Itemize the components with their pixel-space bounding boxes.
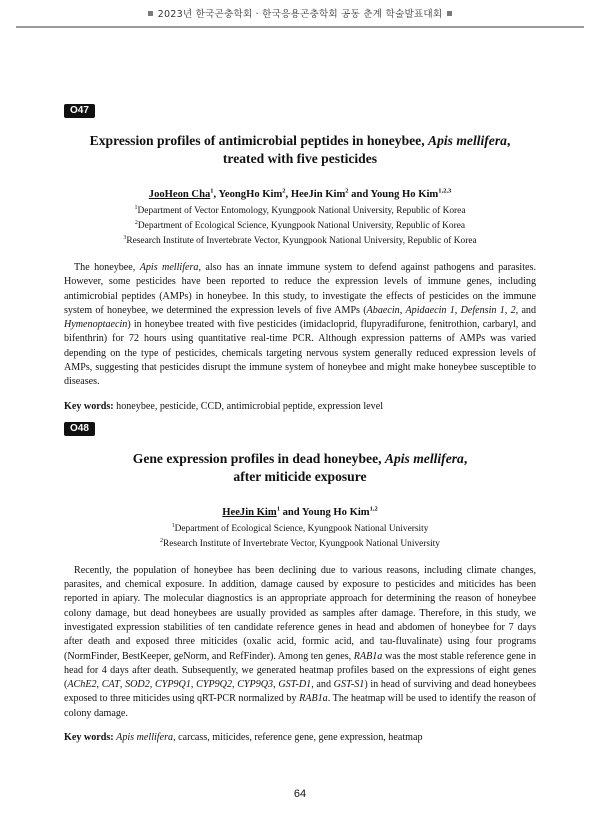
author — [149, 189, 219, 200]
affiliation-mark: 1 — [134, 204, 138, 211]
header-square-left — [148, 11, 153, 16]
page-number: 64 — [293, 788, 307, 800]
author-list — [64, 502, 536, 519]
abstract-o47 — [64, 100, 536, 413]
italic-term: GST-D1 — [278, 679, 312, 691]
author-affiliation-mark: 1,2,3 — [438, 187, 452, 194]
text-run: The honeybee, — [74, 261, 140, 273]
title-species: Apis mellifera — [384, 451, 464, 466]
text-run: . The heatmap will be used to identify the reason of colony damage. — [64, 693, 536, 719]
title-text: , — [506, 133, 511, 148]
italic-term: AChE2 — [67, 679, 97, 691]
author — [371, 189, 452, 200]
abstract-number-badge: O48 — [64, 422, 95, 436]
text-run: , — [190, 679, 197, 691]
author-affiliation-mark: 1 — [276, 505, 280, 512]
keywords-text — [114, 401, 383, 412]
affiliation-text: Research Institute of Invertebrate Vector, Kyungpook National University — [163, 538, 440, 549]
abstract-body — [64, 564, 536, 721]
keywords-label: Key words: — [64, 732, 114, 744]
author-separator: , — [213, 188, 219, 200]
text-run: , — [149, 679, 155, 691]
abstract-title — [64, 450, 536, 486]
italic-term: RAB1a — [353, 650, 383, 662]
header-title: 2023년 한국곤충학회 · 한국응용곤충학회 공동 춘계 학술발표대회 — [157, 9, 443, 20]
author-separator: , — [285, 188, 291, 200]
abstract-body — [64, 261, 536, 390]
title-species: Apis mellifera — [428, 133, 507, 148]
text-run: , carcass, miticides, reference gene, gene expression, heatmap — [173, 732, 423, 744]
author-affiliation-mark: 1 — [210, 187, 214, 194]
title-text: treated with five pesticides — [222, 151, 378, 166]
affiliation-text: Department of Ecological Science, Kyungpook National University, Republic of Korea — [137, 220, 466, 231]
author-name: JooHeon Cha — [148, 188, 211, 200]
italic-term: Apis mellifera — [116, 732, 174, 744]
italic-term: Apidaecin 1 — [405, 304, 455, 316]
author-name: HeeJin Kim — [290, 188, 346, 200]
text-run: ) in honeybee treated with five pesticides (imidacloprid, flupyradifurone, fenitrothion, carbaryl, and bifenthrin) for 72 hours using quantitative real-time PCR. Although expression patterns of AMPs was varied depending on the type of pesticides, chemicals targeting nervous system generally reduced expression levels of AMPs, suggesting that pesticides disrupt the immune system of honeybee and might make honeybee susceptible to diseases. — [64, 319, 536, 388]
header-square-right — [447, 11, 452, 16]
author-name: Young Ho Kim — [301, 506, 370, 518]
affiliation-list — [64, 202, 536, 247]
keywords-text — [114, 732, 423, 743]
author-affiliation-mark: 2 — [282, 187, 286, 194]
affiliation — [64, 520, 536, 535]
author-name: HeeJin Kim — [222, 506, 277, 518]
author-affiliation-mark: 2 — [345, 187, 349, 194]
affiliation — [64, 535, 536, 550]
text-run: , — [119, 679, 126, 691]
italic-term: RAB1a — [299, 693, 328, 705]
text-run: was the most stable reference gene in head for 4 days after death. Subsequently, we generated heatmap profiles based on the expressions of eight genes ( — [64, 650, 536, 691]
text-run: honeybee, pesticide, CCD, antimicrobial peptide, expression level — [113, 400, 383, 412]
affiliation-text: Research Institute of Invertebrate Vector, Kyungpook National University, Republic of Korea — [126, 235, 477, 246]
affiliation-list — [64, 520, 536, 550]
text-run: , — [454, 304, 461, 316]
text-run: , — [232, 679, 238, 691]
title-text: Expression profiles of antimicrobial peptides in honeybee, — [89, 133, 429, 148]
title-text: after miticide exposure — [233, 469, 367, 484]
italic-term: Defensin 1 — [460, 304, 505, 316]
text-run: , and — [515, 304, 537, 316]
italic-term: 2 — [510, 304, 516, 316]
affiliation-text: Department of Ecological Science, Kyungpook National University — [174, 523, 429, 534]
italic-term: CYP9Q1 — [154, 679, 191, 691]
author — [218, 189, 290, 200]
affiliation — [64, 217, 536, 232]
author — [302, 507, 378, 518]
author — [222, 507, 302, 518]
affiliation-mark: 3 — [123, 234, 127, 241]
affiliation — [64, 202, 536, 217]
affiliation — [64, 232, 536, 247]
text-run: ) in head of surviving and dead honeybees exposed to three miticides using qRT-PCR normalized by — [64, 679, 537, 705]
author-name: YeongHo Kim — [218, 188, 283, 200]
italic-term: CAT — [101, 679, 120, 691]
italic-term: Hymenoptaecin — [64, 319, 128, 331]
keywords — [64, 731, 536, 744]
author — [291, 189, 371, 200]
title-text: Gene expression profiles in dead honeybee, — [132, 451, 385, 466]
title-text: , — [463, 451, 468, 466]
abstract-number-badge: O47 — [64, 104, 95, 118]
author-separator: and — [348, 188, 371, 200]
author-list — [64, 184, 536, 201]
abstract-title — [64, 132, 536, 168]
affiliation-mark: 2 — [134, 219, 138, 226]
author-separator: and — [279, 506, 302, 518]
keywords-label: Key words: — [64, 400, 114, 412]
affiliation-mark: 1 — [171, 522, 175, 529]
text-run: , — [96, 679, 102, 691]
text-run: , and — [311, 679, 334, 691]
text-run: , also has an innate immune system to defend against pathogens and parasites. However, some pesticides have been reported to reduce the expression levels of immune genes, including antimicrobial peptides (AMPs) in honeybee. In this study, to investigate the effects of pesticides on the immune system of honeybee, we determined the expression levels of five AMPs ( — [64, 261, 536, 316]
text-run: , — [273, 679, 279, 691]
italic-term: SOD2 — [125, 679, 150, 691]
italic-term: Apis mellifera — [139, 261, 199, 273]
abstract-o48 — [64, 418, 536, 744]
italic-term: Abaecin — [366, 304, 400, 316]
italic-term: CYP9Q3 — [237, 679, 274, 691]
keywords — [64, 400, 536, 413]
italic-term: CYP9Q2 — [196, 679, 232, 691]
text-run: , — [399, 304, 406, 316]
text-run: , — [504, 304, 511, 316]
affiliation-text: Department of Vector Entomology, Kyungpook National University, Republic of Korea — [137, 205, 466, 216]
text-run: Recently, the population of honeybee has been declining due to various reasons, including climate changes, parasites, and chemical exposure. In addition, damage caused by exposure to pesticides and miticides has been reported in apiary. The molecular diagnostics is an appropriate approach for determining the reason of honeybee colony damage, but dead honeybees are usually provided as samples after damage. Therefore, in this study, we investigated expression stabilities of ten candidate reference genes in head and abdomen of honeybee for 7 days after death and exposed three miticides (oxalic acid, formic acid, and tau-fluvalinate) using four programs (NormFinder, BestKeeper, geNorm, and RefFinder). Among ten genes, — [64, 564, 536, 662]
affiliation-mark: 2 — [160, 537, 163, 544]
header-rule — [16, 26, 584, 28]
author-affiliation-mark: 1,2 — [369, 505, 378, 512]
italic-term: GST-S1 — [333, 679, 365, 691]
author-name: Young Ho Kim — [370, 188, 439, 200]
page-header — [0, 0, 600, 26]
